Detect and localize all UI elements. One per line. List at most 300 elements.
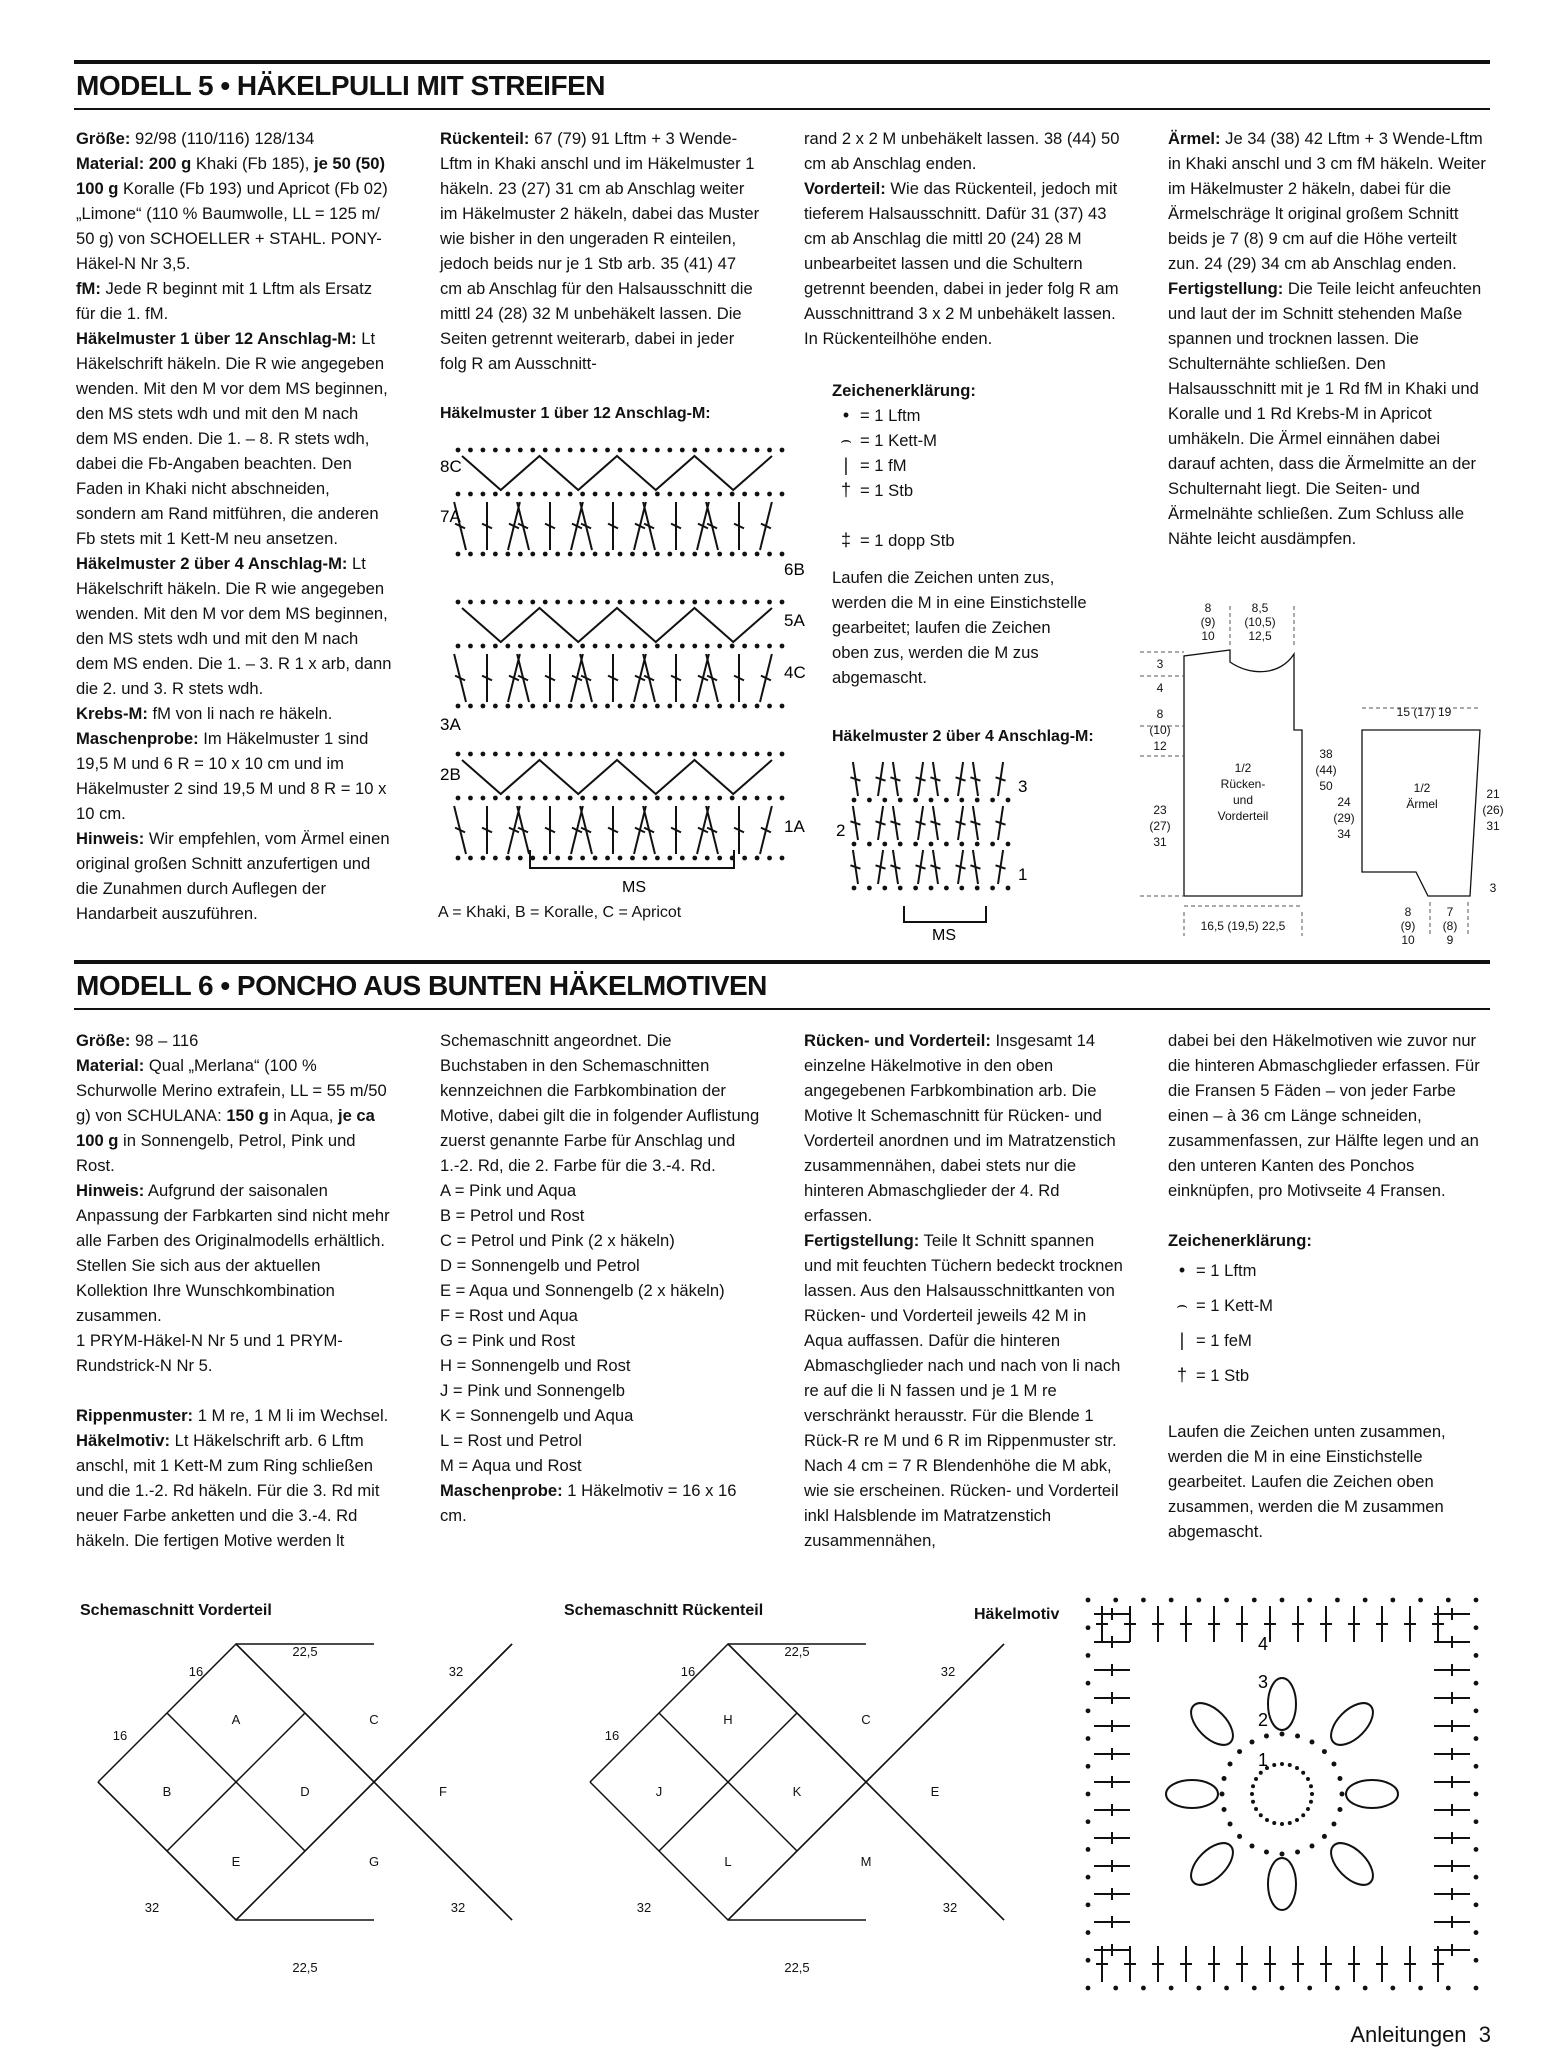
border-dot xyxy=(1113,1986,1118,1991)
border-dot xyxy=(1474,1902,1479,1907)
svg-text:(10,5): (10,5) xyxy=(1244,615,1276,629)
svg-text:G: G xyxy=(368,1854,380,1869)
svg-text:(26): (26) xyxy=(1482,803,1504,817)
chain-dot xyxy=(730,796,735,801)
ring-dot xyxy=(1309,1784,1313,1788)
motif-stitch xyxy=(1094,1608,1130,1620)
chain-dot xyxy=(990,886,995,891)
chain-dot xyxy=(568,796,573,801)
svg-text:(44): (44) xyxy=(1315,763,1337,777)
chain-dot xyxy=(518,600,523,605)
ring-dot xyxy=(1280,1762,1284,1766)
chain-dot xyxy=(555,552,560,557)
chain-dot xyxy=(944,798,949,803)
chain-dot xyxy=(742,644,747,649)
chain-dot xyxy=(593,552,598,557)
chain-dot xyxy=(655,752,660,757)
chain-dot xyxy=(593,600,598,605)
svg-text:16: 16 xyxy=(680,1664,696,1679)
model6-col4: dabei bei den Häkelmotiven wie zuvor nur die hinteren Abmaschglieder erfassen. Für die Fransen 5 Fäden – von jeder Farbe einen – à 36 cm Länge schneiden, zusammenfassen, zur Hälfte legen und an den unteren Kanten des Ponchos einknüpfen, pro Motivseite 4 Fransen. Zeichenerklärung: • = 1 Lftm ⌢ = 1 Kett-M | = 1 feM † = 1 Stb Laufen die Zeichen unten zusammen, werden die M in eine Einstichstelle gearbeitet. Laufen die Zeichen oben zusammen, werden die M zusammen abgemascht. xyxy=(1168,1031,1480,1541)
chain-dot xyxy=(505,492,510,497)
svg-text:12: 12 xyxy=(1153,739,1167,753)
double-crochet-icon: † xyxy=(840,480,851,500)
chain-dot xyxy=(493,448,498,453)
border-dot xyxy=(1113,1598,1118,1603)
svg-text:22,5: 22,5 xyxy=(784,1644,810,1659)
motif-stitch xyxy=(1348,1946,1360,1982)
svg-text:32: 32 xyxy=(450,1900,466,1915)
double-crochet-icon-2: † xyxy=(1176,1365,1187,1385)
chain-dot xyxy=(493,644,498,649)
row-label-3A: 3A xyxy=(440,715,461,734)
chain-dot xyxy=(643,704,648,709)
chain-dot xyxy=(680,552,685,557)
chain-dot xyxy=(618,492,623,497)
chain-dot xyxy=(468,752,473,757)
ring-dot xyxy=(1272,1821,1276,1825)
chain-dot xyxy=(667,856,672,861)
ring-dot xyxy=(1250,1740,1255,1745)
model6-rule xyxy=(74,960,1490,964)
chain-dot xyxy=(692,600,697,605)
chain-dot xyxy=(730,752,735,757)
border-dot xyxy=(1169,1598,1174,1603)
ring-dot xyxy=(1251,1800,1255,1804)
svg-text:B: B xyxy=(162,1784,172,1799)
ms-label-2: MS xyxy=(932,927,956,944)
svg-text:H: H xyxy=(723,1712,733,1727)
svg-text:10: 10 xyxy=(1201,629,1215,643)
border-dot xyxy=(1086,1708,1091,1713)
ring-dot xyxy=(1272,1763,1276,1767)
ring-dot xyxy=(1301,1771,1305,1775)
motif-petal xyxy=(1268,1678,1296,1730)
chain-dot xyxy=(767,704,772,709)
model5-col4: Ärmel: Je 34 (38) 42 Lftm + 3 Wende-Lftm in Khaki anschl und 3 cm fM häkeln. Weiter im Häkelmuster 2 häkeln, dabei für die Ärmelschräge lt original großem Schnitt beids je 7 (8) 9 cm auf die Höhe verteilt zun. 24 (29) 34 cm ab Anschlag enden. Fertigstellung: Die Teile leicht anfeuchten und laut der im Schnitt stehenden Maße spannen und trocknen lassen. Die Schulternähte schließen. Den Halsausschnitt mit je 1 Rd fM in Khaki und Koralle und 1 Rd Krebs-M in Apricot umhäkeln. Die Ärmel einnähen dabei darauf achten, dass die Ärmelmitte an der Schulternaht liegt. Die Seiten- und Ärmelnähte schließen. Zum Schluss alle Nähte leicht ausdämpfen. xyxy=(1168,129,1486,548)
chain-dot xyxy=(882,798,887,803)
chain-dot xyxy=(493,704,498,709)
round-label-2: 2 xyxy=(1258,1710,1269,1730)
chain-dot xyxy=(730,600,735,605)
chain-dot xyxy=(530,752,535,757)
chain-dot xyxy=(867,886,872,891)
chain-dot xyxy=(468,448,473,453)
border-dot xyxy=(1474,1625,1479,1630)
chain-dot xyxy=(667,704,672,709)
svg-text:8,5: 8,5 xyxy=(1251,601,1269,615)
ring-dot xyxy=(1254,1777,1258,1781)
svg-text:E: E xyxy=(231,1854,241,1869)
border-dot xyxy=(1307,1986,1312,1991)
chain-dot xyxy=(1006,842,1011,847)
ring-dot xyxy=(1310,1792,1314,1796)
back-title: Schemaschnitt Rückenteil xyxy=(564,1602,764,1619)
chain-dot xyxy=(555,704,560,709)
chain-dot xyxy=(468,644,473,649)
row-label-1A: 1A xyxy=(784,817,805,836)
chain-dot xyxy=(882,842,887,847)
border-dot xyxy=(1086,1819,1091,1824)
svg-text:21: 21 xyxy=(1486,787,1500,801)
chain-dot xyxy=(643,552,648,557)
motif-stitch xyxy=(1434,1804,1470,1816)
svg-text:22,5: 22,5 xyxy=(292,1644,318,1659)
chain-dot xyxy=(852,886,857,891)
chain-dot xyxy=(680,644,685,649)
chain-dot xyxy=(692,752,697,757)
svg-text:und: und xyxy=(1232,793,1254,807)
motif-stitch xyxy=(1094,1832,1130,1844)
slip-stitch-icon-2: ⌢ xyxy=(1176,1295,1188,1315)
motif-petal xyxy=(1346,1780,1398,1808)
chain-dot xyxy=(705,552,710,557)
chain-dot xyxy=(505,644,510,649)
svg-text:32: 32 xyxy=(144,1900,160,1915)
motif-stitch xyxy=(1434,1692,1470,1704)
chain-dot xyxy=(929,798,934,803)
chain-dot xyxy=(593,752,598,757)
back-schematic xyxy=(582,1636,1022,2006)
chain-dot xyxy=(680,796,685,801)
border-dot xyxy=(1196,1598,1201,1603)
motif-stitch xyxy=(1094,1664,1130,1676)
chain-dot xyxy=(717,796,722,801)
motif-stitch xyxy=(1152,1606,1164,1642)
chain-dot xyxy=(568,704,573,709)
chain-dot xyxy=(959,798,964,803)
motif-stitch xyxy=(1376,1946,1388,1982)
motif-stitch xyxy=(1094,1720,1130,1732)
svg-text:23: 23 xyxy=(1153,803,1167,817)
motif-title: Häkelmotiv xyxy=(974,1606,1060,1623)
row-label-7A: 7A xyxy=(440,507,461,526)
ring-dot xyxy=(1280,1852,1285,1857)
svg-text:7: 7 xyxy=(1446,905,1454,919)
chain-dot xyxy=(643,644,648,649)
chain-dot xyxy=(643,856,648,861)
chain-dot xyxy=(913,886,918,891)
chain-dot xyxy=(730,492,735,497)
chain-dot xyxy=(481,552,486,557)
chain-dot xyxy=(680,448,685,453)
zigzag-row xyxy=(462,456,772,490)
svg-text:16: 16 xyxy=(604,1728,620,1743)
model5-col3: rand 2 x 2 M unbehäkelt lassen. 38 (44) 50 cm ab Anschlag enden. Vorderteil: Wie das Rückenteil, jedoch mit tieferem Halsausschnitt. Dafür 31 (37) 43 cm ab Anschlag die mittl 20 (24) 28 M unbearbeitet lassen und die Schultern getrennt beenden, dabei in jeder folg R am Ausschnittrand 3 x 2 M unbehäkelt lassen. In Rückenteilhöhe enden. xyxy=(804,129,1120,348)
chain-dot xyxy=(913,798,918,803)
chain-dot xyxy=(780,856,785,861)
ring-dot xyxy=(1331,1822,1336,1827)
motif-stitch xyxy=(1124,1946,1136,1982)
motif-stitch xyxy=(1208,1946,1220,1982)
motif-stitch xyxy=(1434,1916,1470,1928)
chain-dot xyxy=(555,796,560,801)
chain-dot xyxy=(580,600,585,605)
svg-text:50: 50 xyxy=(1319,779,1333,793)
chain-dot xyxy=(580,644,585,649)
chain-dot xyxy=(481,796,486,801)
motif-stitch xyxy=(1094,1692,1130,1704)
chain-dot xyxy=(618,448,623,453)
chain-dot xyxy=(543,552,548,557)
chain-dot xyxy=(667,600,672,605)
chain-dot xyxy=(468,796,473,801)
chain-dot xyxy=(618,552,623,557)
motif-stitch xyxy=(1348,1606,1360,1642)
ms-bracket-2 xyxy=(904,906,986,922)
chain-dot xyxy=(975,886,980,891)
chain-dot xyxy=(618,796,623,801)
chain-dot xyxy=(730,704,735,709)
chain-dot xyxy=(605,644,610,649)
chain-dot xyxy=(667,492,672,497)
page-footer: Anleitungen 3 xyxy=(1350,2022,1491,2047)
chain-dot xyxy=(705,448,710,453)
chain-dot xyxy=(742,856,747,861)
chain-dot xyxy=(481,856,486,861)
chain-dot xyxy=(717,856,722,861)
chain-dot xyxy=(481,492,486,497)
chain-dot xyxy=(742,448,747,453)
chain-dot xyxy=(767,448,772,453)
chain-dot xyxy=(717,644,722,649)
sweater-schematic xyxy=(1130,596,1504,952)
chain-dot xyxy=(730,448,735,453)
chain-dot xyxy=(630,752,635,757)
chain-dot xyxy=(959,842,964,847)
border-dot xyxy=(1086,1736,1091,1741)
chain-dot xyxy=(975,798,980,803)
svg-text:(10): (10) xyxy=(1149,723,1171,737)
motif-petal xyxy=(1166,1780,1218,1808)
svg-text:38: 38 xyxy=(1319,747,1333,761)
border-dot xyxy=(1474,1958,1479,1963)
chart1-color-legend: A = Khaki, B = Koralle, C = Apricot xyxy=(438,904,682,921)
svg-text:1/2: 1/2 xyxy=(1413,781,1431,795)
ring-dot xyxy=(1288,1763,1292,1767)
svg-text:22,5: 22,5 xyxy=(292,1960,318,1975)
chain-dot xyxy=(959,886,964,891)
chain-dot xyxy=(481,752,486,757)
chain-dot xyxy=(742,796,747,801)
chain-dot xyxy=(505,856,510,861)
chain-dot xyxy=(643,448,648,453)
svg-text:22,5: 22,5 xyxy=(784,1960,810,1975)
svg-text:31: 31 xyxy=(1153,835,1167,849)
motif-stitch xyxy=(1180,1946,1192,1982)
model6-title-rule xyxy=(74,1008,1490,1010)
ring-dot xyxy=(1309,1800,1313,1804)
model5-title-rule xyxy=(74,108,1490,110)
svg-text:(8): (8) xyxy=(1442,919,1458,933)
motif-stitch xyxy=(1434,1636,1470,1648)
chain-dot xyxy=(530,644,535,649)
motif-stitch xyxy=(1180,1606,1192,1642)
svg-text:K: K xyxy=(792,1784,802,1799)
chain-dot xyxy=(717,492,722,497)
motif-petal xyxy=(1184,1696,1241,1753)
svg-text:15 (17) 19: 15 (17) 19 xyxy=(1396,705,1452,719)
chain-dot xyxy=(580,796,585,801)
ring-dot xyxy=(1301,1813,1305,1817)
svg-text:3: 3 xyxy=(1156,657,1164,671)
chain-dot xyxy=(717,600,722,605)
border-dot xyxy=(1390,1986,1395,1991)
chain-dot xyxy=(493,856,498,861)
motif-stitch xyxy=(1434,1888,1470,1900)
border-dot xyxy=(1252,1598,1257,1603)
chain-dot xyxy=(468,856,473,861)
chain-dot xyxy=(680,752,685,757)
chain-dot xyxy=(605,704,610,709)
ring-dot xyxy=(1322,1834,1327,1839)
chain-dot xyxy=(944,842,949,847)
svg-text:1/2: 1/2 xyxy=(1234,761,1252,775)
front-schematic xyxy=(90,1636,530,2006)
chain-dot xyxy=(593,856,598,861)
chain-dot xyxy=(667,552,672,557)
motif-stitch xyxy=(1094,1748,1130,1760)
chain-dot xyxy=(468,704,473,709)
chain-dot xyxy=(767,600,772,605)
chain-dot xyxy=(680,704,685,709)
chain-dot xyxy=(456,752,461,757)
motif-stitch xyxy=(1096,1606,1108,1642)
chain-dot xyxy=(990,798,995,803)
chain-dot xyxy=(867,798,872,803)
ring-dot xyxy=(1288,1821,1292,1825)
border-dot xyxy=(1446,1598,1451,1603)
row-label-3: 3 xyxy=(1018,777,1028,796)
svg-text:8: 8 xyxy=(1204,601,1212,615)
chain-dot xyxy=(717,448,722,453)
border-dot xyxy=(1086,1764,1091,1769)
chain-dot xyxy=(692,704,697,709)
ring-dot xyxy=(1254,1807,1258,1811)
border-dot xyxy=(1418,1986,1423,1991)
chain-dot xyxy=(493,600,498,605)
border-dot xyxy=(1086,1986,1091,1991)
row-label-4C: 4C xyxy=(784,663,806,682)
model5-col2: Rückenteil: 67 (79) 91 Lftm + 3 Wende-Lftm in Khaki anschl und im Häkelmuster 1 häkeln. 23 (27) 31 cm ab Anschlag weiter im Häkelmuster 2 häkeln, dabei das Muster wie bisher in den ungeraden R einteilen, jedoch beids nur je 1 Stb arb. 35 (41) 47 cm ab Anschlag für den Halsausschnitt die mittl 24 (28) 32 M unbehäkelt lassen. Die Seiten getrennt weiterarb, dabei in jeder folg R am Ausschnitt- xyxy=(440,129,760,373)
border-dot xyxy=(1086,1598,1091,1603)
ring-dot xyxy=(1264,1849,1269,1854)
svg-text:3: 3 xyxy=(1489,881,1497,895)
border-dot xyxy=(1086,1875,1091,1880)
svg-text:31: 31 xyxy=(1486,819,1500,833)
chain-dot xyxy=(655,448,660,453)
chain-dot xyxy=(929,842,934,847)
chain-dot xyxy=(456,448,461,453)
chain-dot xyxy=(692,644,697,649)
chain-dot xyxy=(593,492,598,497)
chain-dot xyxy=(568,856,573,861)
chain-dot xyxy=(555,644,560,649)
chain-dot xyxy=(568,752,573,757)
motif-chart xyxy=(1082,1594,1482,1994)
svg-text:E: E xyxy=(930,1784,940,1799)
chain-dot xyxy=(643,796,648,801)
chain-dot xyxy=(780,752,785,757)
treble-crochet-icon: ‡ xyxy=(840,530,851,550)
chain-dot xyxy=(618,752,623,757)
chain-dot xyxy=(593,644,598,649)
motif-stitch xyxy=(1094,1776,1130,1788)
chain-dot xyxy=(655,552,660,557)
motif-stitch xyxy=(1264,1946,1276,1982)
row-label-1: 1 xyxy=(1018,865,1028,884)
border-dot xyxy=(1141,1986,1146,1991)
top-rule xyxy=(74,60,1490,64)
chain-dot xyxy=(692,796,697,801)
border-dot xyxy=(1141,1598,1146,1603)
chain-dot xyxy=(655,492,660,497)
border-dot xyxy=(1086,1930,1091,1935)
svg-text:(9): (9) xyxy=(1200,615,1216,629)
motif-petal xyxy=(1268,1858,1296,1910)
chain-dot xyxy=(755,856,760,861)
motif-stitch xyxy=(1094,1944,1130,1956)
motif-stitch xyxy=(1096,1946,1108,1982)
zigzag-row xyxy=(462,608,772,642)
legend5: Zeichenerklärung: • = 1 Lftm ⌢ = 1 Kett-M | = 1 fM † = 1 Stb ‡ = 1 dopp Stb Laufen die Zeichen unten zus, werden die M in eine Einstichstelle gearbeitet; laufen die Zeichen oben zus, werden die M zus abgemascht. xyxy=(832,381,1087,687)
svg-text:16: 16 xyxy=(188,1664,204,1679)
chain-dot xyxy=(468,600,473,605)
motif-stitch xyxy=(1292,1946,1304,1982)
chain-dot xyxy=(456,856,461,861)
svg-text:8: 8 xyxy=(1404,905,1412,919)
chain-dot xyxy=(867,842,872,847)
chain-dot xyxy=(530,704,535,709)
ring-dot xyxy=(1295,1734,1300,1739)
chain-dot xyxy=(505,552,510,557)
chain-dot xyxy=(456,492,461,497)
chain-dot xyxy=(705,704,710,709)
chain-stitch-icon-2: • xyxy=(1178,1260,1186,1280)
chain-dot xyxy=(630,600,635,605)
chain-dot xyxy=(929,886,934,891)
chain-dot xyxy=(755,644,760,649)
border-dot xyxy=(1390,1598,1395,1603)
motif-stitch xyxy=(1094,1860,1130,1872)
border-dot xyxy=(1474,1847,1479,1852)
svg-text:16,5 (19,5) 22,5: 16,5 (19,5) 22,5 xyxy=(1200,919,1286,933)
chain-dot xyxy=(705,796,710,801)
border-dot xyxy=(1474,1930,1479,1935)
chain-dot xyxy=(975,842,980,847)
chart2-title: Häkelmuster 2 über 4 Anschlag-M: xyxy=(832,728,1094,745)
chain-dot xyxy=(655,856,660,861)
motif-stitch xyxy=(1320,1606,1332,1642)
chain-dot xyxy=(630,704,635,709)
chain-dot xyxy=(630,448,635,453)
motif-petal xyxy=(1324,1696,1381,1753)
svg-text:(29): (29) xyxy=(1333,811,1355,825)
chain-dot xyxy=(518,796,523,801)
chain-dot xyxy=(742,600,747,605)
ring-dot xyxy=(1306,1807,1310,1811)
ring-dot xyxy=(1228,1762,1233,1767)
ring-dot xyxy=(1295,1818,1299,1822)
motif-stitch xyxy=(1432,1946,1444,1982)
chain-dot xyxy=(505,448,510,453)
ring-dot xyxy=(1222,1776,1227,1781)
motif-stitch xyxy=(1094,1636,1130,1648)
ring-dot xyxy=(1337,1776,1342,1781)
chain-dot xyxy=(481,704,486,709)
chain-dot xyxy=(990,842,995,847)
chain-dot xyxy=(555,600,560,605)
ring-dot xyxy=(1265,1818,1269,1822)
